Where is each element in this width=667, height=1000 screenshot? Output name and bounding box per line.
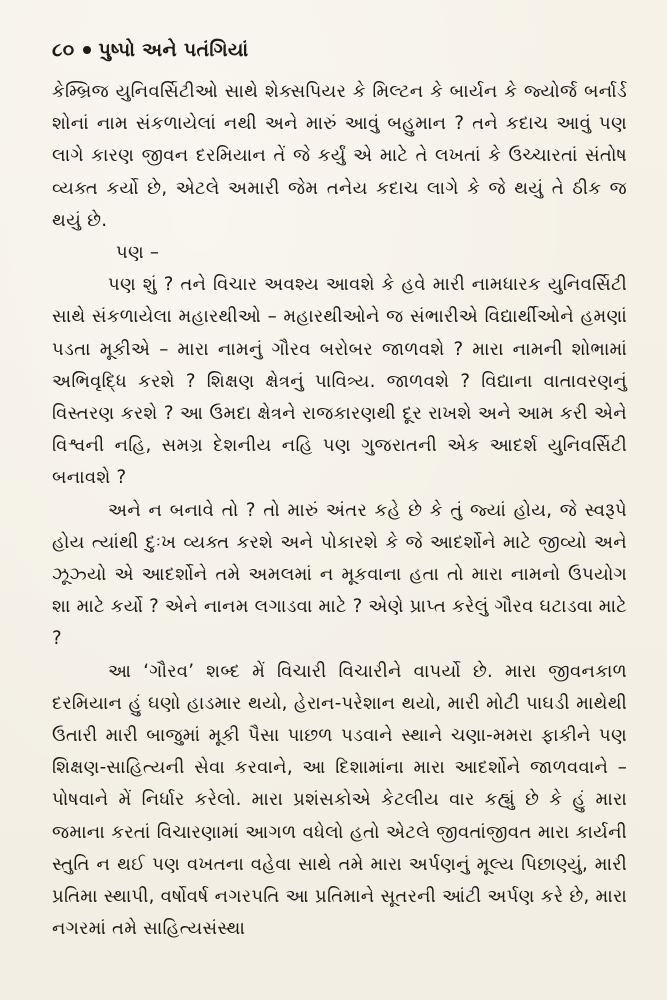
paragraph-5: આ ‘ગૌરવ’ શબ્દ મેં વિચારી વિચારીને વાપર્યો છે. મારા જીવનકાળ દરમિયાન હું ઘણો હાડમાર થયો, હેરાન-પરેશાન થયો, મારી મોટી પાઘડી માથેથી ઉતારી મારી બાજુમાં મૂકી પૈસા પાછળ પડવાને સ્થાને ચણા-મમરા ફાકીને પણ શિક્ષણ-સાહિત્યની સેવા કરવાને, આ દિશામાંના મારા આદર્શોને જાળવવાને – પોષવાને મેં નિર્ધાર કરેલો. મારા પ્રશંસકોએ કેટલીય વાર કહ્યું છે કે હું મારા જમાના કરતાં વિચારણામાં આગળ વધેલો હતો એટલે જીવતાંજીવત મારા કાર્યની સ્તુતિ ન થઈ પણ વખતના વહેવા સાથે તમે મારા અર્પણનું મૂલ્ય પિછાણ્યું, મારી પ્રતિમા સ્થાપી, વર્ષોવર્ષ નગરપતિ આ પ્રતિમાને સૂતરની આંટી અર્પણ કરે છે, મારા નગરમાં તમે સાહિત્યસંસ્થા: [52, 660, 627, 940]
paragraph-1: કેમ્બ્રિજ યુનિવર્સિટીઓ સાથે શેક્સપિયર કે મિલ્ટન કે બાર્યન કે જ્યોર્જ બર્નાર્ડ શોનાં નામ સંકળાયેલાં નથી અને મારું આવું બહુમાન ? તને કદાચ આવું પણ લાગે કારણ જીવન દરમિયાન તેં જે કર્યું એ માટે તે લખતાં કે ઉચ્ચારતાં સંતોષ વ્યક્ત કર્યો છે, એટલે અમારી જેમ તનેય કદાચ લાગે કે જે થયું તે ઠીક જ થયું છે.: [52, 81, 627, 231]
paragraph-2: પણ –: [116, 242, 160, 264]
running-title: પુષ્પો અને પતંગિયાં: [98, 39, 249, 61]
body-text: [52, 76, 627, 945]
paragraph-4: અને ન બનાવે તો ? તો મારું અંતર કહે છે કે તું જ્યાં હોય, જે સ્વરૂપે હોય ત્યાંથી દુઃખ વ્યક્ત કરશે અને પોકારશે કે જે આદર્શોને માટે જીવ્યો અને ઝૂઝ્યો એ આદર્શોને તમે અમલમાં ન મૂકવાના હતા તો મારા નામનો ઉપયોગ શા માટે કર્યો ? એને નાનમ લગાડવા માટે ? એણે પ્રાપ્ત કરેલું ગૌરવ ઘટાડવા માટે ?: [52, 499, 627, 650]
bullet-dot-icon: [83, 46, 91, 54]
paragraph-3: પણ શું ? તને વિચાર અવશ્ય આવશે કે હવે મારી નામધારક યુનિવર્સિટી સાથે સંકળાયેલા મહારથીઓ – મહારથીઓને જ સંભારીએ વિદ્યાર્થીઓને હમણાં પડતા મૂકીએ – મારા નામનું ગૌરવ બરોબર જાળવશે ? મારા નામની શોભામાં અભિવૃદ્ધિ કરશે ? શિક્ષણ ક્ષેત્રનું પાવિત્ર્ય. જાળવશે ? વિદ્યાના વાતાવરણનું વિસ્તરણ કરશે ? આ ઉમદા ક્ષેત્રને રાજકારણથી દૂર રાખશે અને આમ કરી એને વિશ્વની નહિ, સમગ્ર દેશનીય નહિ પણ ગુજરાતની એક આદર્શ યુનિવર્સિટી બનાવશે ?: [52, 274, 627, 489]
page-header: [52, 34, 627, 66]
page-number: ૮૦: [52, 39, 75, 61]
